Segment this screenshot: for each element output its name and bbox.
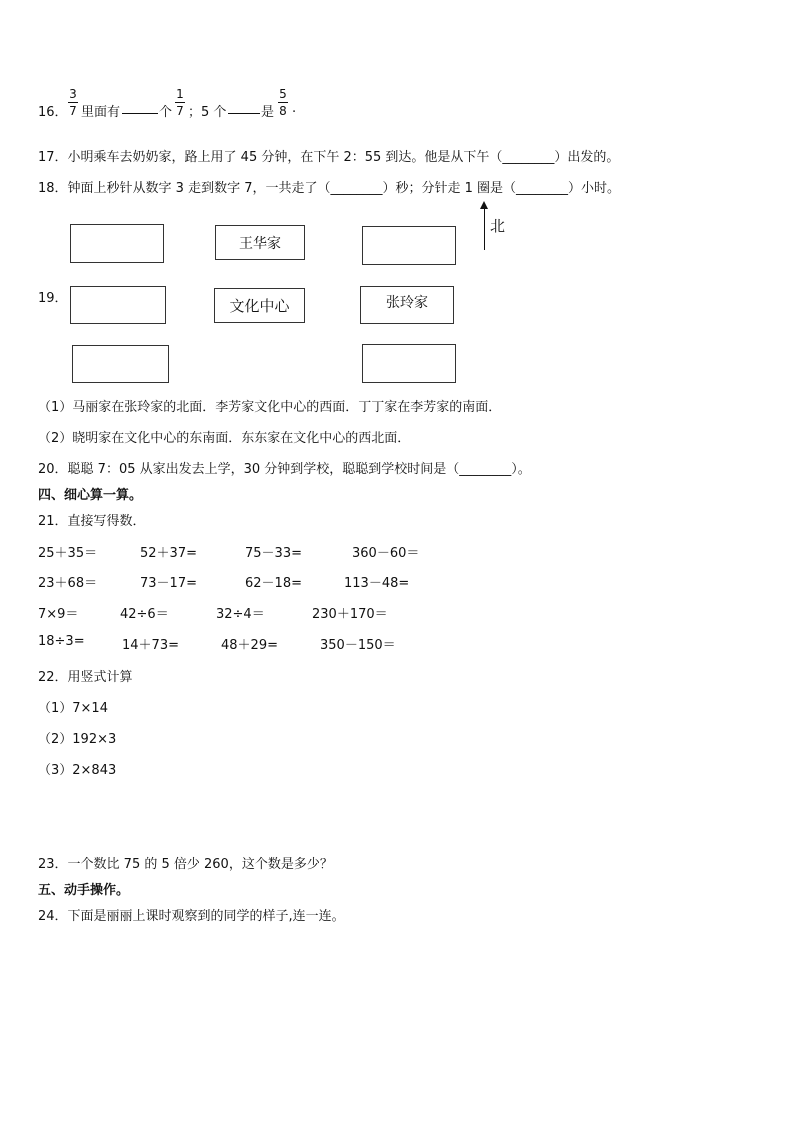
north-label: 北 (490, 217, 506, 235)
q16-text-2: 个 (159, 105, 173, 120)
q16-text-5: . (292, 101, 297, 116)
empty-box-top-left[interactable] (70, 224, 164, 263)
calc-item: 14＋73= (122, 638, 179, 653)
empty-box-bottom-left[interactable] (72, 345, 169, 383)
numerator: 5 (279, 87, 287, 101)
empty-box-top-right[interactable] (362, 226, 456, 265)
q21-title: 21．直接写得数． (38, 514, 146, 529)
q22-item-1: （1）7×14 (38, 701, 108, 716)
numerator: 3 (69, 87, 77, 101)
empty-box-mid-left[interactable] (70, 286, 166, 324)
fraction-bar (68, 102, 78, 103)
north-arrow-shaft (484, 206, 485, 250)
calc-item: 62－18= (245, 576, 302, 591)
calc-item: 48＋29= (221, 638, 278, 653)
q19-statement-2: （2）晓明家在文化中心的东南面．东东家在文化中心的西北面． (38, 431, 411, 446)
q17-text: 17．小明乘车去奶奶家，路上用了 45 分钟，在下午 2：55 到达。他是从下午（________）出发的。 (38, 150, 620, 165)
label-zhangling: 张玲家 (386, 295, 428, 311)
q16-number: 16． (38, 105, 68, 120)
q16-fraction-3 (277, 87, 289, 118)
q16-text-4: 是 (261, 105, 275, 120)
denominator: 7 (69, 104, 77, 118)
empty-box-bottom-right[interactable] (362, 344, 456, 383)
q20-text: 20．聪聪 7：05 从家出发去上学，30 分钟到学校，聪聪到学校时间是（________）。 (38, 462, 531, 477)
q22-item-3: （3）2×843 (38, 763, 117, 778)
q19-number: 19． (38, 291, 68, 306)
fraction-bar (175, 102, 185, 103)
q19-statement-1: （1）马丽家在张玲家的北面．李芳家文化中心的西面．丁丁家在李芳家的南面． (38, 400, 502, 415)
calc-item: 73－17= (140, 576, 197, 591)
calc-item: 42÷6＝ (120, 607, 169, 622)
section-5-heading: 五、动手操作。 (38, 883, 130, 898)
calc-item: 32÷4＝ (216, 607, 265, 622)
denominator: 7 (176, 104, 184, 118)
calc-item: 113－48= (344, 576, 410, 591)
label-wanghua: 王华家 (239, 236, 281, 252)
q22-item-2: （2）192×3 (38, 732, 117, 747)
calc-item: 7×9＝ (38, 607, 79, 622)
calc-item: 350－150＝ (320, 638, 396, 653)
label-culture-center: 文化中心 (229, 297, 290, 315)
calc-item: 230＋170＝ (312, 607, 388, 622)
q16-text-3: ；5 个 (188, 105, 227, 120)
calc-item: 18÷3= (38, 634, 85, 649)
q22-title: 22．用竖式计算 (38, 670, 133, 685)
q16-blank-1[interactable] (122, 101, 158, 114)
q16-blank-2[interactable] (228, 101, 260, 114)
q16-fraction-2 (174, 87, 186, 118)
q24-text: 24．下面是丽丽上课时观察到的同学的样子,连一连。 (38, 909, 345, 924)
q16-fraction-1 (67, 87, 79, 118)
calc-item: 23＋68＝ (38, 576, 98, 591)
fraction-bar (278, 102, 288, 103)
calc-item: 360－60＝ (352, 546, 420, 561)
q18-text: 18．钟面上秒针从数字 3 走到数字 7，一共走了（________）秒；分针走 1 圈是（________）小时。 (38, 181, 621, 196)
q16-text-1: 里面有 (81, 105, 121, 120)
numerator: 1 (176, 87, 184, 101)
section-4-heading: 四、细心算一算。 (38, 488, 143, 503)
q23-text: 23．一个数比 75 的 5 倍少 260，这个数是多少？ (38, 857, 333, 872)
calc-item: 25＋35＝ (38, 546, 98, 561)
denominator: 8 (279, 104, 287, 118)
calc-item: 75－33= (245, 546, 302, 561)
calc-item: 52＋37= (140, 546, 197, 561)
